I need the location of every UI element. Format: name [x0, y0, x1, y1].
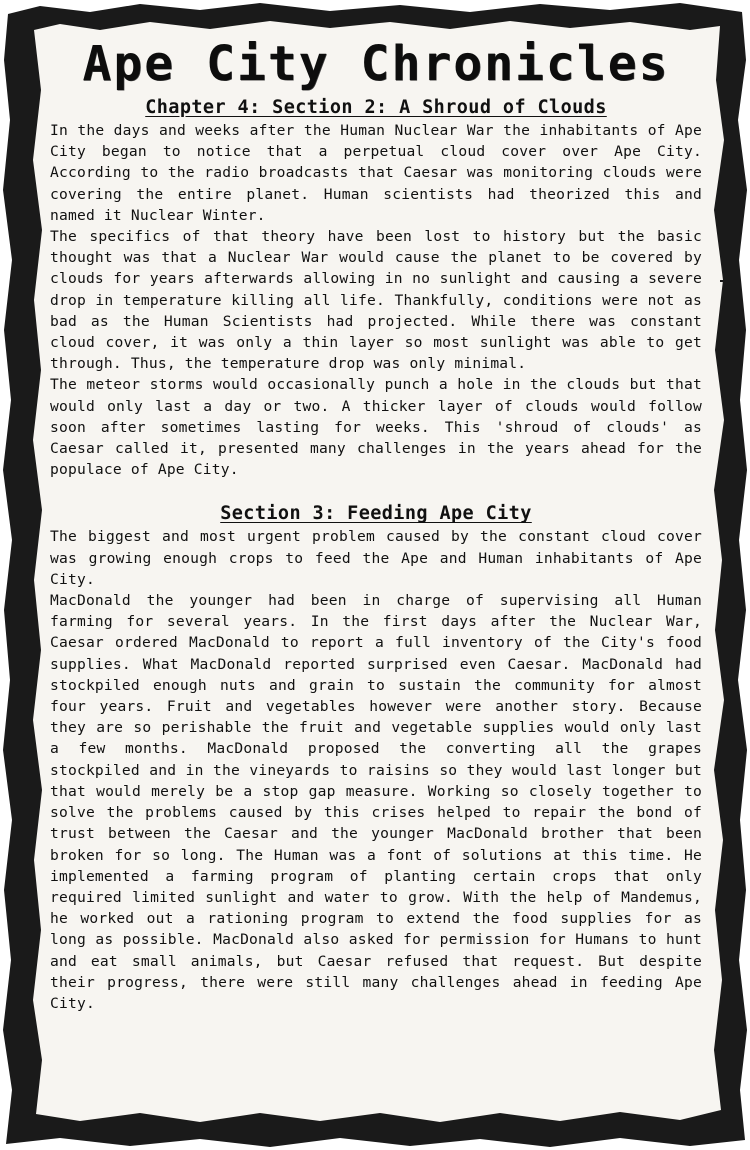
- paragraph: The specifics of that theory have been lost to history but the basic thought was that a Nuclear War would cause the planet to be covered by clouds for years afterwards allowing in no sunlight and causing a severe drop in temperature killing all life. Thankfully, conditions were not as bad as the Human Scientists had projected. While there was constant cloud cover, it was only a thin layer so most sunlight was able to get through. Thus, the temperature drop was only minimal.: [50, 228, 702, 373]
- section-heading: Section 3: Feeding Ape City: [220, 503, 532, 525]
- section-feeding-ape-city: [50, 502, 702, 1014]
- section-heading: Chapter 4: Section 2: A Shroud of Clouds: [145, 97, 607, 118]
- paragraph: The meteor storms would occasionally punch a hole in the clouds but that would only last a day or two. A thicker layer of clouds would follow soon after sometimes lasting for weeks. This 'shroud of clouds' as Caesar called it, presented many challenges in the years ahead for the populace of Ape City.: [50, 376, 702, 479]
- paragraph: MacDonald the younger had been in charge of supervising all Human farming for several years. In the first days after the Nuclear War, Caesar ordered MacDonald to report a full inventory of the City's food supplies. What MacDonald reported surprised even Caesar. MacDonald had stockpiled enough nuts and grain to sustain the community for almost four years. Fruit and vegetables however were another story. Because they are so perishable the fruit and vegetable supplies would only last a few months. MacDonald proposed the converting all the grapes stockpiled and in the vineyards to raisins so they would last longer but that would merely be a stop gap measure. Working so closely together to solve the problems caused by this crises helped to repair the bond of trust between the Caesar and the younger MacDonald brother that been broken for so long. The Human was a font of solutions at this time. He implemented a farming program of planting certain crops that only required limited sunlight and water to grow. With the help of Mandemus, he worked out a rationing program to extend the food supplies for as long as possible. MacDonald also asked for permission for Humans to hunt and eat small animals, but Caesar refused that request. But despite their progress, there were still many challenges ahead in feeding Ape City.: [50, 592, 702, 1012]
- paragraph: The biggest and most urgent problem caused by the constant cloud cover was growing enough crops to feed the Ape and Human inhabitants of Ape City.: [50, 528, 702, 588]
- section-shroud-of-clouds: [50, 96, 702, 480]
- page-title: Ape City Chronicles: [82, 36, 670, 92]
- chapter-content: [50, 34, 702, 1014]
- paragraph: In the days and weeks after the Human Nuclear War the inhabitants of Ape City began to notice that a perpetual cloud cover over Ape City. According to the radio broadcasts that Caesar was monitoring clouds were covering the entire planet. Human scientists had theorized this and named it Nuclear Winter.: [50, 122, 702, 224]
